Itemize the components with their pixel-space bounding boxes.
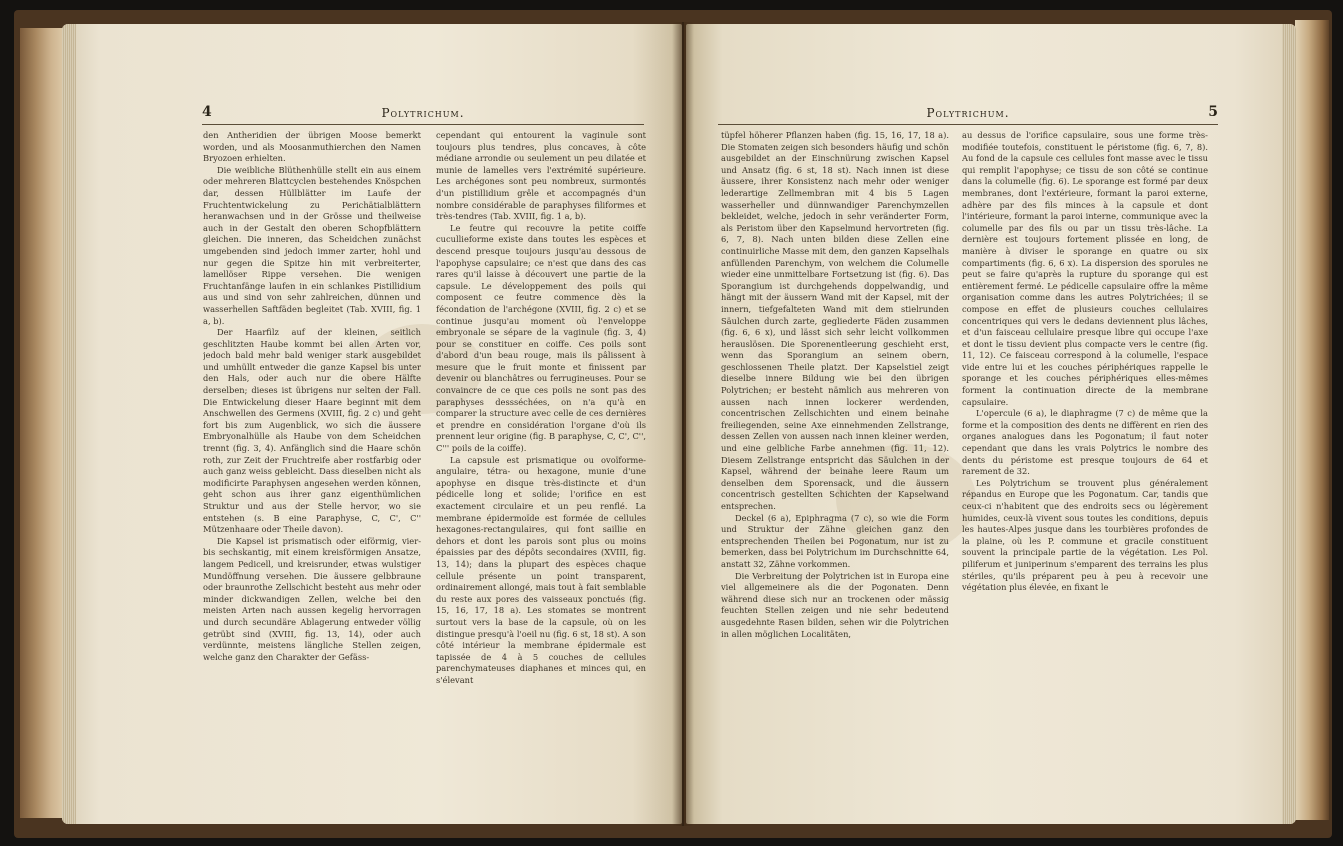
paragraph: Der Haarfilz auf der kleinen, seitlich geschlitzten Haube kommt bei allen Arten vor, jedoch bald mehr bald weniger stark ausgebildet und umhüllt entweder die ganze Kapsel bis unter den Hals, oder auch nur die obere Hälfte derselben; dieses ist übrigens nur selten der Fall. Die Entwickelung dieser Haare beginnt mit dem Anschwellen des Germens (XVIII, fig. 2 c) und geht fort bis zum Augenblick, wo sich die äussere Embryonalhülle als Haube von dem Scheidchen trennt (fig. 3, 4). Anfänglich sind die Haare schön roth, zur Zeit der Fruchtreife aber rostfarbig oder auch ganz weiss gebleicht. Dass dieselben nicht als modificirte Paraphysen angesehen werden können, geht schon aus ihrer ganz eigenthümlichen Struktur und aus der Stelle hervor, wo sie entstehen (s. B eine Paraphyse, C, C', C'' Mützenhaare oder Theile davon). — [203, 327, 421, 535]
book-edge-left — [20, 28, 64, 818]
book-edge-right — [1295, 20, 1329, 820]
paragraph: La capsule est prismatique ou ovoïforme-angulaire, tétra- ou hexagone, munie d'une apophyse en disque très-distincte et d'un pédicelle long et solide; l'orifice en est exactement circulaire et un peu renflé. La membrane épidermoïde est formée de cellules hexagones-rectangulaires, qui font saillie en dehors et dont les parois sont plus ou moins épaissies par des dépôts secondaires (XVIII, fig. 13, 14); dans la plupart des espèces chaque cellule présente un point transparent, ordinairement allongé, mais tout à fait semblable du reste aux pores des vaisseaux ponctués (fig. 15, 16, 17, 18 a). Les stomates se montrent surtout vers la base de la capsule, où on les distingue presqu'à l'oeil nu (fig. 6 st, 18 st). A son côté intérieur la membrane épidermale est tapissée de 4 à 5 couches de cellules parenchymateuses diaphanes et minces qui, en s'élevant — [436, 454, 646, 685]
paragraph: tüpfel höherer Pflanzen haben (fig. 15, 16, 17, 18 a). Die Stomaten zeigen sich besonders häufig und schön ausgebildet an der Einschnürung zwischen Kapsel und Ansatz (fig. 6 st, 18 st). Nach innen ist diese äussere, ihrer Konsistenz nach mehr oder weniger lederartige Zellmembran mit 4 bis 5 Lagen wasserheller und dünnwandiger Parenchymzellen bekleidet, welche, jedoch in sehr veränderter Form, als Peristom über den Kapselmund hervortreten (fig. 6, 7, 8). Nach unten bilden diese Zellen eine continuirliche Masse mit dem, den ganzen Kapselhals anfüllenden Parenchym, von welchem die Columelle wieder eine unmittelbare Fortsetzung ist (fig. 6). Das Sporangium ist durchgehends doppelwandig, und hängt mit der äussern Wand mit der Kapsel, mit der innern, tiefgefalteten Wand mit dem stielrunden Säulchen durch zarte, gegliederte Fäden zusammen (fig. 6, 6 x), und lässt sich sehr leicht vollkommen herauslösen. Die Sporenentleerung geschieht erst, wenn das Sporangium an seinem obern, geschlossenen Theile platzt. Der Kapselstiel zeigt dieselbe innere Bildung wie bei den übrigen Polytrichen; er besteht nämlich aus mehreren von aussen nach innen lockerer werdenden, concentrischen Zellschichten und einem beinahe freiliegenden, seine Axe einnehmenden Zellstrange, dessen Zellen von aussen nach innen kleiner werden, und eine gelbliche Farbe annehmen (fig. 11, 12). Diesem Zellstrange entspricht das Säulchen in der Kapsel, während der beinahe leere Raum um denselben dem Sporensack, und die äussern concentrisch gestellten Schichten der Kapselwand entsprechen. — [721, 130, 949, 511]
paragraph: Le feutre qui recouvre la petite coiffe cucullieforme existe dans toutes les espèces et descend presque toujours jusqu'au dessous de l'apophyse capsulaire; ce n'est que dans des cas rares qu'il laisse à découvert une partie de la capsule. Le développement des poils qui composent ce feutre commence dès la fécondation de l'archégone (XVIII, fig. 2 c) et se continue jusqu'au moment où l'enveloppe embryonale se sépare de la vaginule (fig. 3, 4) pour se constituer en coiffe. Ces poils sont d'abord d'un beau rouge, mais ils pâlissent à mesure que le fruit monte et finissent par devenir ou blanchâtres ou ferrugineuses. Pour se convaincre de ce que ces poils ne sont pas des paraphyses dessséchées, on n'a qu'à en comparer la structure avec celle de ces dernières et prendre en considération l'organe d'où ils prennent leur origine (fig. B paraphyse, C, C', C'', C''' poils de la coiffe). — [436, 222, 646, 454]
right-page — [686, 24, 1296, 824]
header-rule — [718, 124, 1218, 125]
header-rule — [202, 124, 644, 125]
paragraph: Les Polytrichum se trouvent plus généralement répandus en Europe que les Pogonatum. Car, tandis que ceux-ci n'habitent que des endroits secs ou légèrement humides, ceux-là vivent sous toutes les conditions, depuis les hautes-Alpes jusque dans les tourbières profondes de la plaine, où les P. commune et gracile constituent souvent la principale partie de la végétation. Les Pol. piliferum et juniperinum s'emparent des terrains les plus stériles, qu'ils préparent peu à peu à recevoir une végétation plus élevée, en fixant le — [962, 477, 1208, 593]
left-page-header — [202, 104, 644, 126]
paragraph: Deckel (6 a), Epiphragma (7 c), so wie die Form und Struktur der Zähne gleichen ganz den entsprechenden Theilen bei Pogonatum, nur ist zu bemerken, dass bei Polytrichum im Durchschnitte 64, anstatt 32, Zähne vorkommen. — [721, 512, 949, 569]
german-text-column — [721, 130, 949, 750]
paragraph: au dessus de l'orifice capsulaire, sous une forme très-modifiée toutefois, constituent le péristome (fig. 6, 7, 8). Au fond de la capsule ces cellules font masse avec le tissu qui remplit l'apophyse; ce tissu de son côté se continue dans la columelle (fig. 6). Le sporange est formé par deux membranes, dont l'extérieure, formant la paroi externe, adhère par des fils minces à la capsule et dont l'intérieure, formant la paroi interne, communique avec la columelle par des fils ou par un tissu très-lâche. La dernière est toujours fortement plissée en long, de manière à diviser le sporange en quatre ou six compartiments (fig. 6, 6 x). La dispersion des sporules ne peut se faire qu'après la rupture du sporange qui est entièrement fermé. Le pédicelle capsulaire offre la même organisation comme dans les autres Polytrichées; il se compose en effet de plusieurs couches cellulaires concentriques qui vers le dedans deviennent plus lâches, et d'un faisceau cellulaire presque libre qui occupe l'axe et dont le tissu devient plus compacte vers le centre (fig. 11, 12). Ce faisceau correspond à la columelle, l'espace vide entre lui et les couches périphériques rappelle le sporange et les couches périphériques elles-mêmes forment la continuation directe de la membrane capsulaire. — [962, 130, 1208, 407]
page-stack-right — [1282, 24, 1296, 824]
running-title: Polytrichum. — [926, 106, 1010, 120]
paragraph: Die weibliche Blüthenhülle stellt ein aus einem oder mehreren Blattcyclen bestehendes Knöspchen dar, dessen Hüllblätter im Laufe der Fruchtentwickelung zu Perichätialblättern heranwachsen und in der Grösse und theilweise auch in der Gestalt den oberen Schopfblättern gleichen. Die inneren, das Scheidchen zunächst umgebenden sind jedoch immer zarter, hohl und nur gegen die Spitze hin mit verbreiterter, lamellöser Rippe versehen. Die wenigen Fruchtanfänge laufen in ein schlankes Pistillidium aus und sind von sehr zahlreichen, dünnen und wasserhellen Saftfäden begleitet (Tab. XVIII, fig. 1 a, b). — [203, 164, 421, 326]
paragraph: Die Kapsel ist prismatisch oder eiförmig, vier- bis sechskantig, mit einem kreisförmigen Ansatze, langem Pedicell, und kreisrunder, etwas wulstiger Mundöffnung versehen. Die äussere gelbbraune oder braunrothe Zellschicht besteht aus mehr oder minder dickwandigen Zellen, welche bei den meisten Arten nach aussen kegelig hervorragen und durch secundäre Ablagerung entweder völlig getrübt sind (XVIII, fig. 13, 14), oder auch verdünnte, meistens längliche Stellen zeigen, welche ganz den Charakter der Gefäss- — [203, 535, 421, 662]
german-text-column — [203, 130, 421, 750]
page-number: 4 — [202, 104, 212, 120]
paragraph: L'opercule (6 a), le diaphragme (7 c) de même que la forme et la composition des dents ne diffèrent en rien des organes analogues dans les Pogonatum; il faut noter cependant que dans les vrais Polytrics le nombre des dents du péristome est presque toujours de 64 et rarement de 32. — [962, 408, 1208, 477]
paragraph: den Antheridien der übrigen Moose bemerkt worden, und als Moosanmuthierchen den Namen Bryozoen erhielten. — [203, 130, 421, 164]
french-text-column — [436, 130, 646, 750]
page-number: 5 — [1208, 104, 1218, 120]
french-text-column — [962, 130, 1208, 750]
right-page-header — [718, 104, 1218, 126]
running-title: Polytrichum. — [381, 106, 465, 120]
page-stack-left — [62, 24, 76, 824]
paragraph: Die Verbreitung der Polytrichen ist in Europa eine viel allgemeinere als die der Pogonaten. Denn während diese sich nur an trockenen oder mässig feuchten Stellen zeigen und nie sehr bedeutend ausgedehnte Rasen bilden, sehen wir die Polytrichen in allen möglichen Localitäten, — [721, 570, 949, 639]
paragraph: cependant qui entourent la vaginule sont toujours plus tendres, plus concaves, à côte médiane arrondie ou seulement un peu dilatée et munie de lamelles vers l'extrémité supérieure. Les archégones sont peu nombreux, surmontés d'un pistillidium grêle et accompagnés d'un nombre considérable de paraphyses filiformes et très-tendres (Tab. XVIII, fig. 1 a, b). — [436, 130, 646, 222]
left-page — [62, 24, 682, 824]
book-gutter — [672, 22, 694, 826]
